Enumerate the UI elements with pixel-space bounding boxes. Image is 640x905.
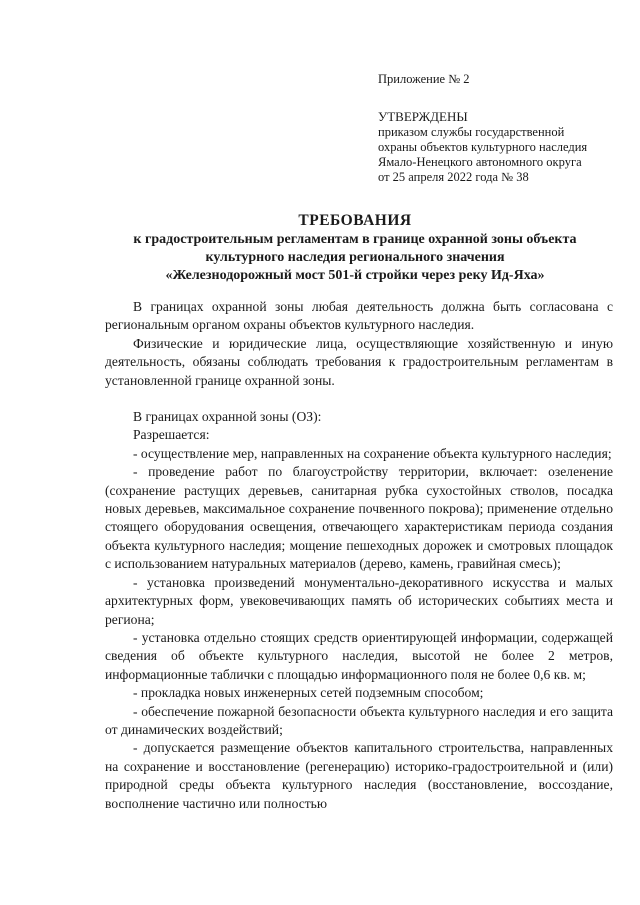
- document-body: [105, 298, 613, 813]
- approval-line: от 25 апреля 2022 года № 38: [378, 170, 529, 184]
- zone-lead: В границах охранной зоны (ОЗ):: [133, 409, 322, 425]
- heading-title: ТРЕБОВАНИЯ: [298, 212, 412, 229]
- approval-line: Ямало-Ненецкого автономного округа: [378, 155, 582, 169]
- approval-block: [378, 72, 618, 185]
- annex-number: Приложение № 2: [378, 72, 470, 86]
- approval-line: охраны объектов культурного наследия: [378, 140, 588, 154]
- list-item: - установка произведений монументально-декоративного искусства и малых архитектурных форм, увековечивающих память об исторических событиях места и региона;: [105, 574, 613, 627]
- heading-line: к градостроительным регламентам в границе охранной зоны объекта: [133, 232, 577, 247]
- approved-label: УТВЕРЖДЕНЫ: [378, 109, 468, 124]
- list-item: - осуществление мер, направленных на сохранение объекта культурного наследия;: [133, 445, 612, 461]
- document-heading: [100, 212, 610, 285]
- list-item: - обеспечение пожарной безопасности объекта культурного наследия и его защита от динамических воздействий;: [105, 703, 613, 737]
- list-item: - проведение работ по благоустройству территории, включает: озеленение (сохранение растущих деревьев, санитарная рубка сухостойных стволов, посадка новых деревьев, максимальное сохранение почвенного покрова); применение отдельно стоящего оборудования освещения, отвечающего характеристикам периода создания объекта культурного наследия; мощение пешеходных дорожек и смотровых площадок с использованием натуральных материалов (дерево, камень, гравийная смесь);: [105, 464, 613, 572]
- paragraph-gap: [105, 390, 613, 408]
- approval-line: приказом службы государственной: [378, 125, 565, 139]
- paragraph: В границах охранной зоны любая деятельность должна быть согласована с региональным органом охраны объектов культурного наследия.: [105, 299, 613, 333]
- list-item: - допускается размещение объектов капитального строительства, направленных на сохранение и восстановление (регенерацию) историко-градостроительной и (или) природной среды объекта культурного наследия (восстановление, воссоздание, восполнение частично или полностью: [105, 740, 613, 811]
- list-item: - установка отдельно стоящих средств ориентирующей информации, содержащей сведения об объекте культурного наследия, высотой не более 2 метров, информационные таблички с площадью информационного поля не более 0,6 кв. м;: [105, 629, 613, 682]
- paragraph: Физические и юридические лица, осуществляющие хозяйственную и иную деятельность, обязаны соблюдать требования к градостроительным регламентам в установленной границе охранной зоны.: [105, 335, 613, 388]
- heading-line: культурного наследия регионального значения: [205, 250, 505, 265]
- list-item: - прокладка новых инженерных сетей подземным способом;: [133, 685, 484, 701]
- allowed-label: Разрешается:: [133, 427, 210, 443]
- heading-line: «Железнодорожный мост 501-й стройки через реку Ид-Яха»: [165, 268, 545, 283]
